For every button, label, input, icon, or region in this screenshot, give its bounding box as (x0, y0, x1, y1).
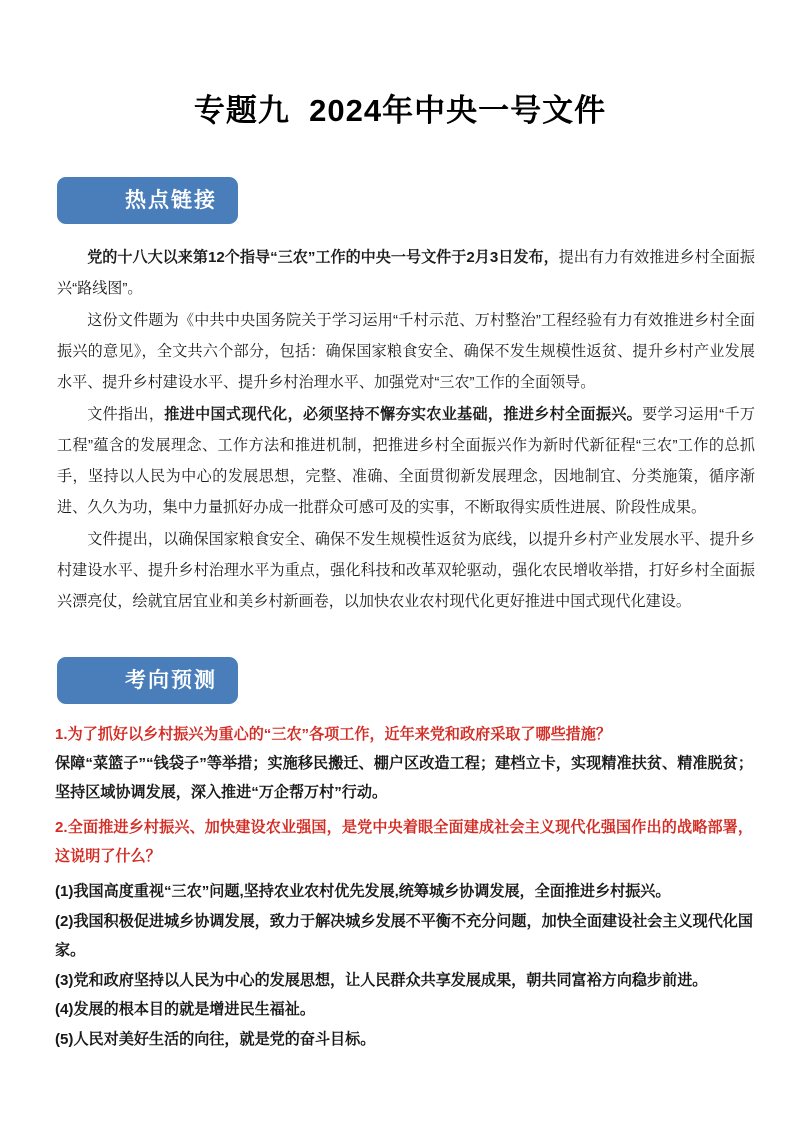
forecast-answer-1: 保障“菜篮子”“钱袋子”等举措；实施移民搬迁、棚户区改造工程；建档立卡，实现精准扶贫、精准脱贫；坚持区域协调发展，深入推进“万企帮万村”行动。 (55, 755, 753, 802)
hotlink-badge-row (0, 177, 800, 224)
paragraph-2: 这份文件题为《中共中央国务院关于学习运用“千村示范、万村整治”工程经验有力有效推进乡村全面振兴的意见》，全文共六个部分，包括：确保国家粮食安全、确保不发生规模性返贫、提升乡村产业发展水平、提升乡村建设水平、提升乡村治理水平、加强党对“三农”工作的全面领导。 (57, 312, 755, 392)
paragraph-3-rest: 要学习运用“千万工程”蕴含的发展理念、工作方法和推进机制，把推进乡村全面振兴作为新时代新征程“三农”工作的总抓手，坚持以人民为中心的发展思想，完整、准确、全面贯彻新发展理念，因地制宜、分类施策，循序渐进、久久为功，集中力量抓好办成一批群众可感可及的实事，不断取得实质性进展、阶段性成果。 (57, 406, 755, 517)
forecast-question-1: 1.为了抓好以乡村振兴为重心的“三农”各项工作，近年来党和政府采取了哪些措施？ (55, 726, 611, 744)
page-title: 专题九 2024年中央一号文件 (193, 93, 607, 128)
section-badge-hotlink: 热点链接 (57, 177, 238, 224)
paragraph-1-rest: 提出有力有效推进乡村全面振兴“路线图”。 (57, 249, 755, 298)
forecast-answer-2-point-1: (1)我国高度重视“三农”问题,坚持农业农村优先发展,统筹城乡协调发展，全面推进乡村振兴。 (55, 883, 671, 901)
paragraph-3 (57, 399, 755, 523)
forecast-answer-2-point-4: (4)发展的根本目的就是增进民生福祉。 (55, 1001, 315, 1019)
forecast-badge-row (0, 657, 800, 704)
paragraph-3-bold: 推进中国式现代化，必须坚持不懈夯实农业基础，推进乡村全面振兴。 (164, 406, 643, 424)
paragraph-1-bold: 党的十八大以来第12个指导“三农”工作的中央一号文件于2月3日发布， (87, 249, 559, 267)
section-badge-forecast: 考向预测 (57, 657, 238, 704)
forecast-body (0, 720, 800, 1054)
hotlink-body (0, 242, 800, 617)
paragraph-4: 文件提出，以确保国家粮食安全、确保不发生规模性返贫为底线，以提升乡村产业发展水平、提升乡村建设水平、提升乡村治理水平为重点，强化科技和改革双轮驱动，强化农民增收举措，打好乡村全面振兴漂亮仗，绘就宜居宜业和美乡村新画卷，以加快农业农村现代化更好推进中国式现代化建设。 (57, 531, 755, 611)
paragraph-3-lead: 文件指出， (87, 406, 165, 424)
paragraph-1 (57, 242, 755, 304)
forecast-question-2: 2.全面推进乡村振兴、加快建设农业强国，是党中央着眼全面建成社会主义现代化强国作出的战略部署，这说明了什么？ (55, 819, 753, 866)
forecast-answer-2-point-2: (2)我国积极促进城乡协调发展，致力于解决城乡发展不平衡不充分问题，加快全面建设社会主义现代化国家。 (55, 912, 753, 960)
forecast-answer-2-point-3: (3)党和政府坚持以人民为中心的发展思想，让人民群众共享发展成果，朝共同富裕方向稳步前进。 (55, 971, 708, 989)
forecast-answer-2-point-5: (5)人民对美好生活的向往，就是党的奋斗目标。 (55, 1030, 376, 1048)
